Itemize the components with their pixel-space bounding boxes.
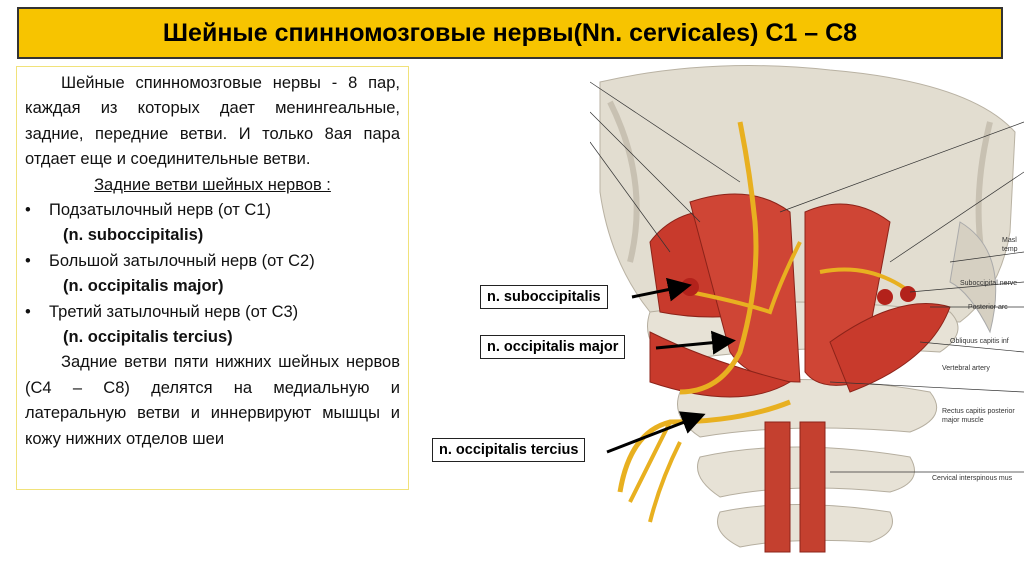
bullet-marker: • <box>25 302 31 321</box>
subheading: Задние ветви шейных нервов : <box>94 175 331 194</box>
bullet-latin: (n. occipitalis major) <box>63 277 224 296</box>
arrow-suboccipitalis <box>632 286 686 297</box>
arrow-occipitalis-tercius <box>607 416 700 452</box>
bullet-text: Подзатылочный нерв (от С1) <box>49 201 271 220</box>
figure-label-interspinous: Cervical interspinous mus <box>932 475 1013 482</box>
figure-label-suboccipital: Suboccipital nerve <box>960 280 1018 287</box>
label-suboccipitalis: n. suboccipitalis <box>480 285 608 309</box>
figure-label-temp: temp <box>1002 246 1018 253</box>
bullet-text: Большой затылочный нерв (от С2) <box>49 251 315 270</box>
label-occipitalis-major: n. occipitalis major <box>480 335 625 359</box>
figure-label-obliquus: Obliquus capitis inf <box>950 338 1009 345</box>
closing-paragraph: Задние ветви пяти нижних шейных нервов (С4 – С8) делятся на медиальную и латеральную ветви и иннервируют мышцы и кожу нижних отделов шеи <box>25 353 400 448</box>
bullet-latin: (n. suboccipitalis) <box>63 226 204 245</box>
figure-label-rectus-1: Rectus capitis posterior <box>942 408 1015 415</box>
arrow-occipitalis-major <box>656 341 730 348</box>
slide-title: Шейные спинномозговые нервы(Nn. cervicales) C1 – C8 <box>162 18 858 47</box>
bullet-marker: • <box>25 251 31 270</box>
bullet-text: Третий затылочный нерв (от С3) <box>49 302 299 321</box>
figure-label-vertebral-artery: Vertebral artery <box>942 365 990 372</box>
figure-label-mastoid: Masl <box>1002 237 1017 244</box>
figure-label-rectus-2: major muscle <box>942 417 984 424</box>
intro-paragraph: Шейные спинномозговые нервы - 8 пар, каждая из которых дает менингеальные, задние, передние ветви. И только 8ая пара отдает еще и соединительные ветви. <box>25 74 400 169</box>
figure-label-posterior-arch: Posterior arc <box>968 304 1008 311</box>
label-occipitalis-tercius: n. occipitalis tercius <box>432 438 585 462</box>
bullet-marker: • <box>25 201 31 220</box>
bullet-latin: (n. occipitalis tercius) <box>63 328 233 347</box>
